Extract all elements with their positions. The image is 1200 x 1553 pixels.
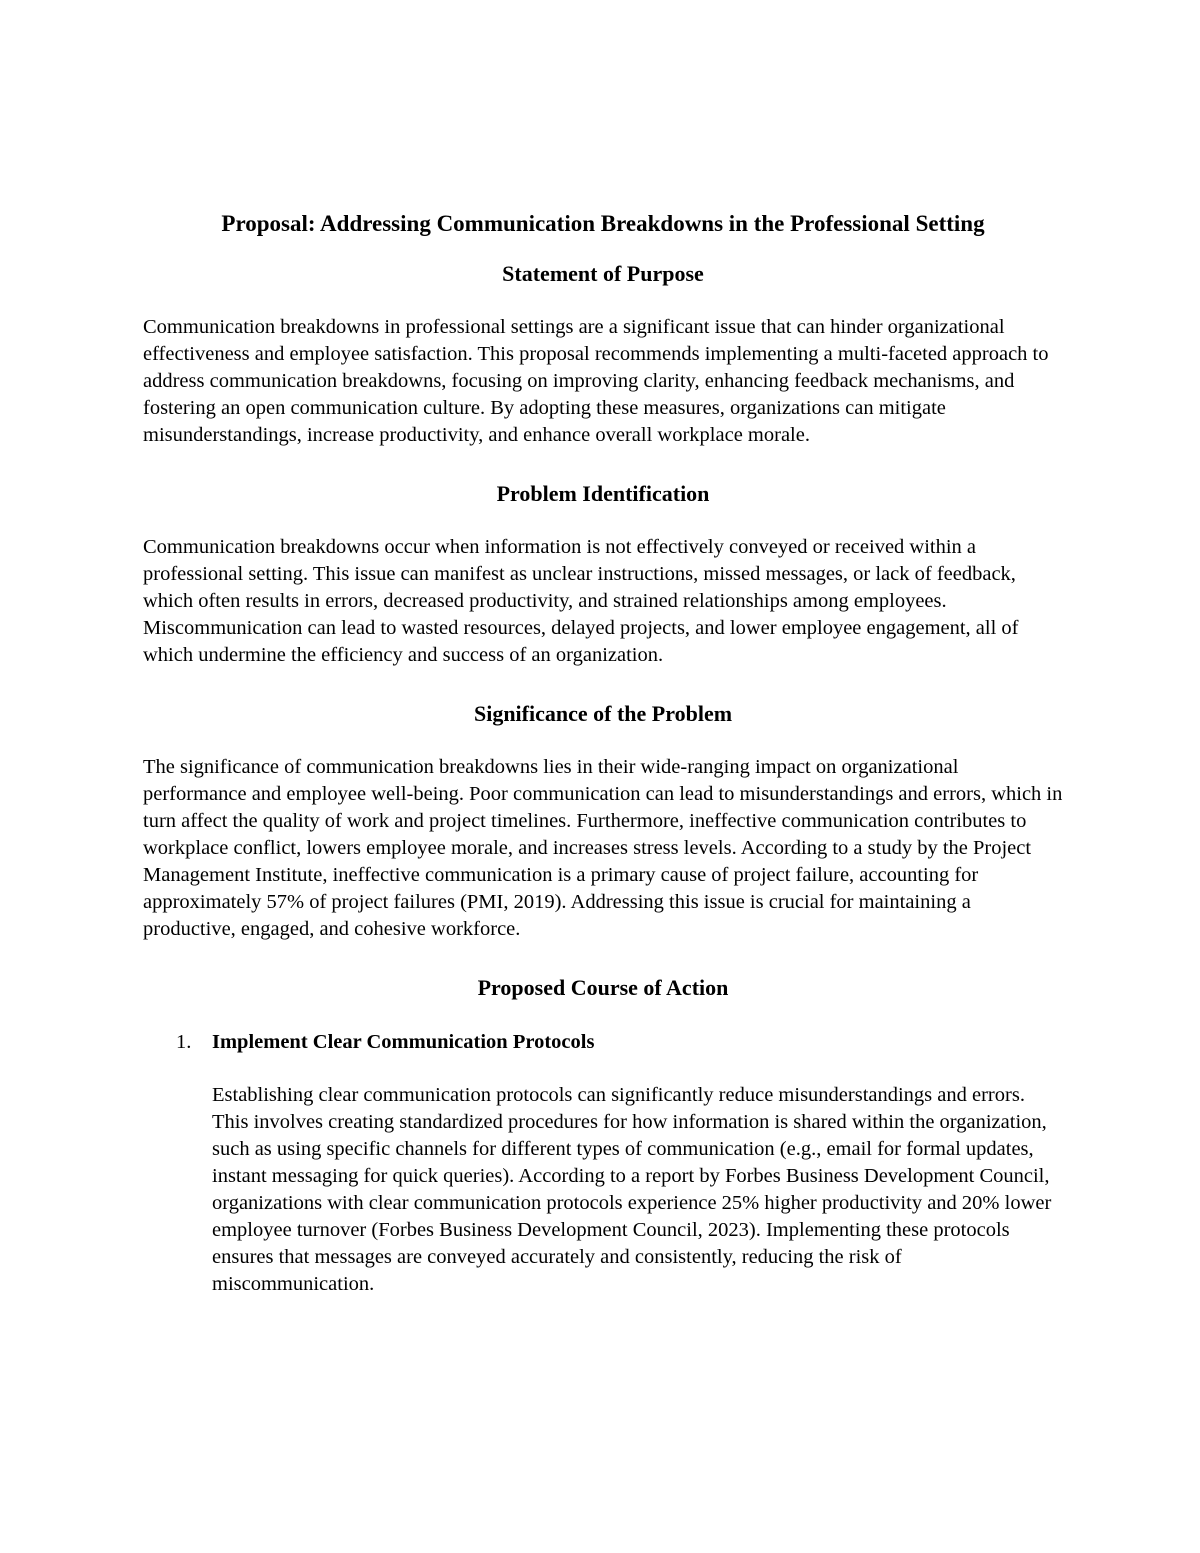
list-item-body: Establishing clear communication protocols can significantly reduce misunderstandings and errors. This involves creating standardized procedures for how information is shared within the organization, such as using specific channels for different types of communication (e.g., email for formal updates, instant messaging for quick queries). According to a report by Forbes Business Development Council, organizations with clear communication protocols experience 25% higher productivity and 20% lower employee turnover (Forbes Business Development Council, 2023). Implementing these protocols ensures that messages are conveyed accurately and consistently, reducing the risk of miscommunication. [212,1084,1052,1295]
paragraph-problem-identification: Communication breakdowns occur when information is not effectively conveyed or received within a professional setting. This issue can manifest as unclear instructions, missed messages, or lack of feedback, which often results in errors, decreased productivity, and strained relationships among employees. Miscommunication can lead to wasted resources, delayed projects, and lower employee engagement, all of which undermine the efficiency and success of an organization. [143,536,1019,666]
document-title: Proposal: Addressing Communication Breakdowns in the Professional Setting [221,211,985,236]
list-item [143,1029,1063,1298]
paragraph-statement-of-purpose: Communication breakdowns in professional settings are a significant issue that can hinder organizational effectiveness and employee satisfaction. This proposal recommends implementing a multi-faceted approach to address communication breakdowns, focusing on improving clarity, enhancing feedback mechanisms, and fostering an open communication culture. By adopting these measures, organizations can mitigate misunderstandings, increase productivity, and enhance overall workplace morale. [143,316,1049,446]
heading-problem-identification: Problem Identification [496,481,710,506]
heading-statement-of-purpose: Statement of Purpose [502,261,704,286]
list-item-title: Implement Clear Communication Protocols [212,1031,595,1053]
list-item-number: 1. [176,1031,192,1053]
action-list [143,1029,1063,1298]
paragraph-significance-of-problem: The significance of communication breakdowns lies in their wide-ranging impact on organizational performance and employee well-being. Poor communication can lead to misunderstandings and errors, which in turn affect the quality of work and project timelines. Furthermore, ineffective communication contributes to workplace conflict, lowers employee morale, and increases stress levels. According to a study by the Project Management Institute, ineffective communication is a primary cause of project failure, accounting for approximately 57% of project failures (PMI, 2019). Addressing this issue is crucial for maintaining a productive, engaged, and cohesive workforce. [143,756,1063,940]
document-page [143,208,1063,1298]
heading-significance-of-problem: Significance of the Problem [473,701,733,726]
heading-proposed-course-of-action: Proposed Course of Action [477,975,729,1000]
